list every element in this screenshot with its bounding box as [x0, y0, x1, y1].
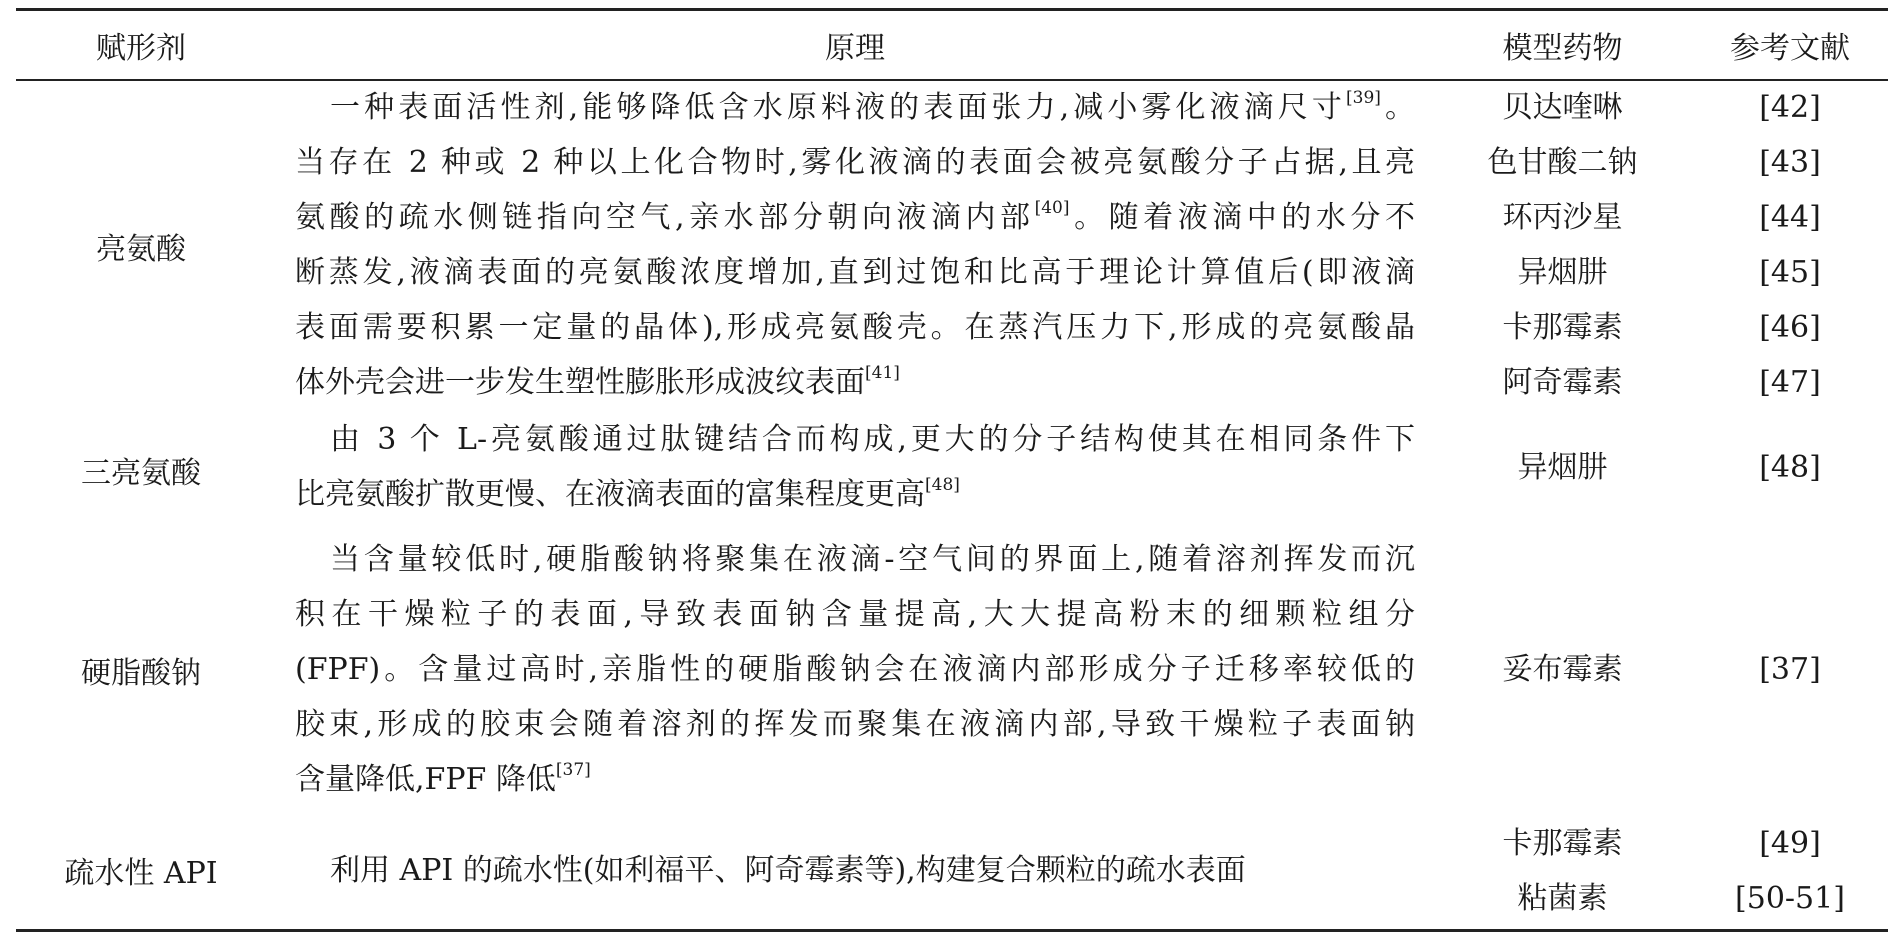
principle-line: 体外壳会进一步发生塑性膨胀形成波纹表面[41]	[295, 363, 900, 400]
principle-line: 积在干燥粒子的表面,导致表面钠含量提高,大大提高粉末的细颗粒组分	[295, 597, 1415, 632]
principle-line: 利用 API 的疏水性(如利福平、阿奇霉素等),构建复合颗粒的疏水表面	[330, 853, 1246, 888]
reference: [45]	[1759, 255, 1821, 290]
citation: [41]	[865, 363, 900, 383]
model-drug-list	[1455, 642, 1670, 697]
model-drug: 环丙沙星	[1502, 200, 1623, 235]
reference: [42]	[1759, 90, 1821, 125]
reference: [50-51]	[1735, 881, 1845, 916]
principle-line: 断蒸发,液滴表面的亮氨酸浓度增加,直到过饱和比高于理论计算值后(即液滴	[295, 255, 1415, 290]
header-model-drug: 模型药物	[1502, 31, 1623, 66]
excipient-cell: 疏水性 API	[64, 856, 218, 891]
model-drug-list	[1455, 440, 1670, 495]
citation: [39]	[1346, 88, 1381, 108]
reference-list	[1690, 816, 1890, 926]
header-principle: 原理	[825, 31, 885, 66]
reference: [44]	[1759, 200, 1821, 235]
reference: [47]	[1759, 365, 1821, 400]
header-reference: 参考文献	[1730, 31, 1850, 66]
principle-line: 当含量较低时,硬脂酸钠将聚集在液滴-空气间的界面上,随着溶剂挥发而沉	[330, 542, 1415, 577]
model-drug: 异烟肼	[1517, 450, 1608, 485]
model-drug: 妥布霉素	[1502, 652, 1623, 687]
reference-list	[1690, 80, 1890, 410]
model-drug-list	[1455, 816, 1670, 926]
reference-list	[1690, 440, 1890, 495]
citation: [40]	[1034, 198, 1070, 218]
principle-paragraph	[295, 532, 1415, 807]
principle-line: 当存在 2 种或 2 种以上化合物时,雾化液滴的表面会被亮氨酸分子占据,且亮	[295, 145, 1415, 180]
table-bottom-rule	[16, 929, 1888, 932]
model-drug-list	[1455, 80, 1670, 410]
principle-line: (FPF)。含量过高时,亲脂性的硬脂酸钠会在液滴内部形成分子迁移率较低的	[295, 652, 1415, 687]
principle-line: 一种表面活性剂,能够降低含水原料液的表面张力,减小雾化液滴尺寸[39]。	[330, 88, 1416, 125]
excipient-cell: 三亮氨酸	[81, 456, 201, 491]
model-drug: 色甘酸二钠	[1487, 145, 1638, 180]
header-excipient: 赋形剂	[96, 31, 186, 66]
model-drug: 贝达喹啉	[1502, 90, 1623, 125]
principle-line: 氨酸的疏水侧链指向空气,亲水部分朝向液滴内部[40]。随着液滴中的水分不	[295, 198, 1415, 235]
reference: [43]	[1759, 145, 1821, 180]
model-drug: 卡那霉素	[1502, 310, 1623, 345]
principle-paragraph	[295, 80, 1415, 410]
excipient-cell: 亮氨酸	[96, 232, 186, 267]
reference: [46]	[1759, 310, 1821, 345]
model-drug: 异烟肼	[1517, 255, 1608, 290]
principle-line: 表面需要积累一定量的晶体),形成亮氨酸壳。在蒸汽压力下,形成的亮氨酸晶	[295, 310, 1415, 345]
principle-paragraph	[295, 412, 1415, 522]
principle-paragraph	[295, 843, 1415, 898]
model-drug: 阿奇霉素	[1502, 365, 1623, 400]
reference: [49]	[1759, 826, 1821, 861]
reference-list	[1690, 642, 1890, 697]
citation: [37]	[555, 760, 591, 780]
model-drug: 卡那霉素	[1502, 826, 1623, 861]
reference: [48]	[1759, 450, 1821, 485]
excipient-cell: 硬脂酸钠	[81, 656, 201, 691]
principle-line: 含量降低,FPF 降低[37]	[295, 760, 591, 797]
principle-line: 胶束,形成的胶束会随着溶剂的挥发而聚集在液滴内部,导致干燥粒子表面钠	[295, 707, 1415, 742]
principle-line: 由 3 个 L-亮氨酸通过肽键结合而构成,更大的分子结构使其在相同条件下	[330, 422, 1415, 457]
reference: [37]	[1759, 652, 1821, 687]
model-drug: 粘菌素	[1517, 881, 1608, 916]
principle-line: 比亮氨酸扩散更慢、在液滴表面的富集程度更高[48]	[295, 475, 960, 512]
citation: [48]	[925, 475, 960, 495]
